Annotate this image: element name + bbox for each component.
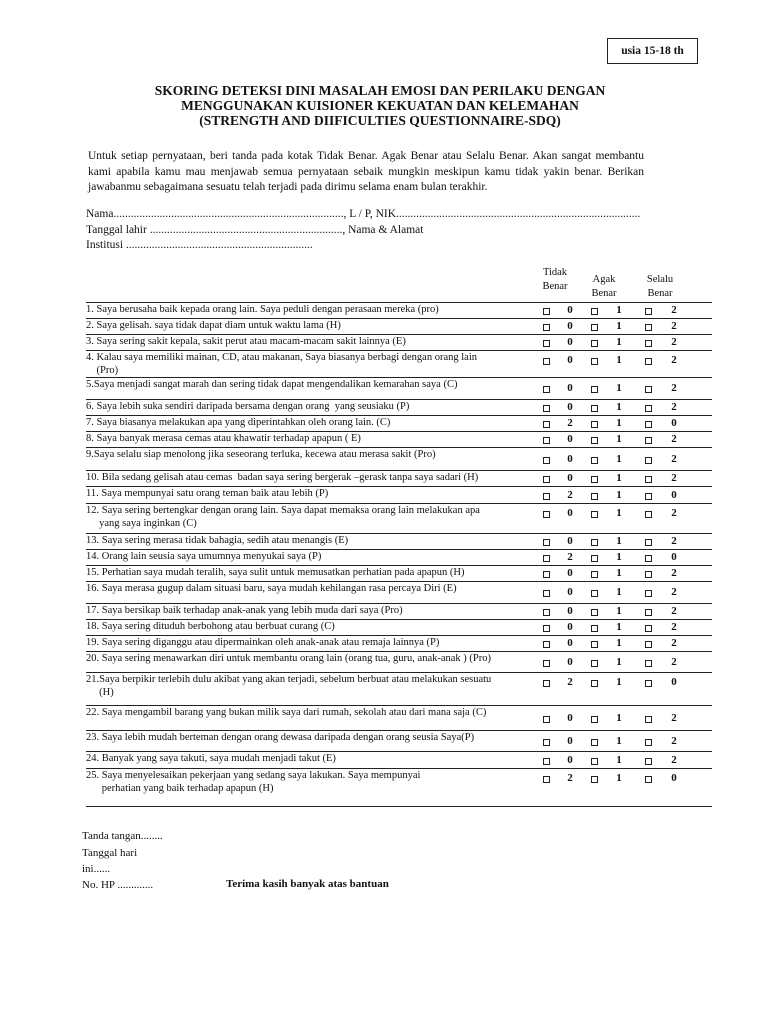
- row-divider: [86, 806, 712, 807]
- answer-checkbox[interactable]: [645, 660, 652, 667]
- answer-checkbox[interactable]: [543, 358, 550, 365]
- score-value: 2: [671, 354, 677, 366]
- score-value: 1: [616, 621, 622, 633]
- age-group-label: usia 15-18 th: [607, 38, 698, 64]
- score-value: 0: [671, 417, 677, 429]
- score-value: 2: [671, 586, 677, 598]
- phone-field[interactable]: No. HP .............: [82, 879, 154, 891]
- answer-checkbox[interactable]: [591, 758, 598, 765]
- score-value: 1: [616, 472, 622, 484]
- question-text: 11. Saya mempunyai satu orang teman baik atau lebih (P): [86, 488, 329, 499]
- question-text: 16. Saya merasa gugup dalam situasi baru, saya mudah kehilangan rasa percaya Diri (E): [86, 583, 457, 594]
- score-value: 0: [567, 472, 573, 484]
- answer-checkbox[interactable]: [591, 716, 598, 723]
- question-text: 8. Saya banyak merasa cemas atau khawatir terhadap apapun ( E): [86, 433, 361, 444]
- score-value: 1: [616, 382, 622, 394]
- score-value: 0: [671, 772, 677, 784]
- question-text: 13. Saya sering merasa tidak bahagia, sedih atau menangis (E): [86, 535, 349, 546]
- question-text: 18. Saya sering dituduh berbohong atau berbuat curang (C): [86, 621, 335, 632]
- score-value: 0: [567, 567, 573, 579]
- answer-checkbox[interactable]: [591, 324, 598, 331]
- score-value: 1: [616, 354, 622, 366]
- answer-checkbox[interactable]: [591, 457, 598, 464]
- score-value: 2: [671, 712, 677, 724]
- score-value: 1: [616, 712, 622, 724]
- score-value: 0: [567, 735, 573, 747]
- answer-checkbox[interactable]: [645, 590, 652, 597]
- answer-checkbox[interactable]: [591, 739, 598, 746]
- score-value: 1: [616, 453, 622, 465]
- score-value: 2: [671, 320, 677, 332]
- score-value: 2: [671, 621, 677, 633]
- score-value: 1: [616, 605, 622, 617]
- answer-checkbox[interactable]: [591, 386, 598, 393]
- score-value: 0: [567, 637, 573, 649]
- document-title: [80, 83, 680, 128]
- answer-checkbox[interactable]: [645, 308, 652, 315]
- score-value: 2: [671, 336, 677, 348]
- answer-checkbox[interactable]: [591, 625, 598, 632]
- column-header-selalu-benar: Selalu Benar: [646, 274, 674, 299]
- score-value: 2: [567, 551, 573, 563]
- answer-checkbox[interactable]: [645, 340, 652, 347]
- signature-field[interactable]: Tanda tangan........: [82, 830, 163, 842]
- answer-checkbox[interactable]: [645, 511, 652, 518]
- answer-checkbox[interactable]: [543, 739, 550, 746]
- question-text: 22. Saya mengambil barang yang bukan milik saya dari rumah, sekolah atau dari mana saja (C): [86, 707, 487, 718]
- answer-checkbox[interactable]: [645, 776, 652, 783]
- score-value: 2: [671, 567, 677, 579]
- answer-checkbox[interactable]: [645, 758, 652, 765]
- score-value: 0: [671, 551, 677, 563]
- question-text: 12. Saya sering bertengkar dengan orang lain. Saya dapat memaksa orang lain melakukan apa yang saya inginkan (C): [86, 505, 480, 529]
- answer-checkbox[interactable]: [645, 493, 652, 500]
- birthdate-field[interactable]: Tanggal lahir ..................................................................., Nama & Alamat: [86, 224, 424, 236]
- score-value: 1: [616, 586, 622, 598]
- score-value: 2: [671, 472, 677, 484]
- score-value: 0: [567, 401, 573, 413]
- answer-checkbox[interactable]: [645, 405, 652, 412]
- title-line-2: MENGGUNAKAN KUISIONER KEKUATAN DAN KELEMAHAN: [181, 98, 579, 113]
- score-value: 1: [616, 676, 622, 688]
- question-text: 21.Saya berpikir terlebih dulu akibat yang akan terjadi, sebelum berbuat atau melakukan sesuatu (H): [86, 674, 492, 698]
- score-value: 2: [671, 735, 677, 747]
- score-value: 0: [671, 676, 677, 688]
- score-value: 1: [616, 735, 622, 747]
- score-value: 1: [616, 433, 622, 445]
- score-value: 1: [616, 535, 622, 547]
- score-value: 0: [567, 336, 573, 348]
- answer-checkbox[interactable]: [591, 437, 598, 444]
- answer-checkbox[interactable]: [645, 716, 652, 723]
- score-value: 2: [671, 507, 677, 519]
- question-text: 19. Saya sering diganggu atau dipermainkan oleh anak-anak atau remaja lainnya (P): [86, 637, 440, 648]
- answer-checkbox[interactable]: [591, 776, 598, 783]
- answer-checkbox[interactable]: [591, 571, 598, 578]
- answer-checkbox[interactable]: [591, 590, 598, 597]
- score-value: 2: [671, 382, 677, 394]
- thank-you-note: Terima kasih banyak atas bantuan: [226, 878, 389, 890]
- answer-checkbox[interactable]: [591, 421, 598, 428]
- question-text: 17. Saya bersikap baik terhadap anak-anak yang lebih muda dari saya (Pro): [86, 605, 403, 616]
- instructions-paragraph: Untuk setiap pernyataan, beri tanda pada kotak Tidak Benar. Agak Benar atau Selalu Benar. Akan sangat membantu kami apabila kamu mau menjawab semua pernyataan sebaik mungkin meskipun kamu tidak yakin benar. Berikan jawabanmu sebagaimana sesuatu telah terjadi pada dirimu selama enam bulan terakhir.: [88, 150, 644, 193]
- score-value: 0: [567, 605, 573, 617]
- score-value: 2: [671, 453, 677, 465]
- question-text: 9.Saya selalu siap menolong jika seseorang terluka, kecewa atau merasa sakit (Pro): [86, 449, 436, 460]
- answer-checkbox[interactable]: [543, 340, 550, 347]
- answer-checkbox[interactable]: [591, 405, 598, 412]
- answer-checkbox[interactable]: [645, 457, 652, 464]
- score-value: 2: [671, 754, 677, 766]
- score-value: 2: [671, 433, 677, 445]
- answer-checkbox[interactable]: [543, 539, 550, 546]
- answer-checkbox[interactable]: [591, 476, 598, 483]
- score-value: 2: [567, 489, 573, 501]
- score-value: 0: [567, 354, 573, 366]
- answer-checkbox[interactable]: [591, 660, 598, 667]
- score-value: 0: [567, 656, 573, 668]
- score-value: 0: [671, 489, 677, 501]
- score-value: 1: [616, 401, 622, 413]
- answer-checkbox[interactable]: [543, 776, 550, 783]
- answer-checkbox[interactable]: [543, 758, 550, 765]
- score-value: 0: [567, 754, 573, 766]
- answer-checkbox[interactable]: [543, 716, 550, 723]
- score-value: 1: [616, 417, 622, 429]
- score-value: 1: [616, 551, 622, 563]
- answer-checkbox[interactable]: [645, 571, 652, 578]
- answer-checkbox[interactable]: [591, 641, 598, 648]
- answer-checkbox[interactable]: [591, 680, 598, 687]
- score-value: 2: [671, 304, 677, 316]
- answer-checkbox[interactable]: [645, 555, 652, 562]
- score-value: 1: [616, 507, 622, 519]
- answer-checkbox[interactable]: [543, 590, 550, 597]
- answer-checkbox[interactable]: [591, 555, 598, 562]
- answer-checkbox[interactable]: [645, 641, 652, 648]
- institution-field[interactable]: Institusi .................................................................: [86, 239, 313, 251]
- score-value: 2: [671, 605, 677, 617]
- score-value: 1: [616, 304, 622, 316]
- question-text: 2. Saya gelisah. saya tidak dapat diam untuk waktu lama (H): [86, 320, 341, 331]
- answer-checkbox[interactable]: [645, 609, 652, 616]
- answer-checkbox[interactable]: [543, 437, 550, 444]
- answer-checkbox[interactable]: [591, 609, 598, 616]
- score-value: 0: [567, 507, 573, 519]
- score-value: 0: [567, 320, 573, 332]
- answer-checkbox[interactable]: [645, 358, 652, 365]
- score-value: 0: [567, 304, 573, 316]
- answer-checkbox[interactable]: [543, 421, 550, 428]
- score-value: 1: [616, 567, 622, 579]
- answer-checkbox[interactable]: [591, 493, 598, 500]
- question-text: 15. Perhatian saya mudah teralih, saya sulit untuk memusatkan perhatian pada apapun (H): [86, 567, 465, 578]
- answer-checkbox[interactable]: [543, 405, 550, 412]
- column-header-tidak-benar: Tidak Benar: [542, 267, 568, 292]
- answer-checkbox[interactable]: [645, 386, 652, 393]
- score-value: 2: [567, 772, 573, 784]
- answer-checkbox[interactable]: [543, 660, 550, 667]
- score-value: 2: [671, 401, 677, 413]
- score-value: 0: [567, 712, 573, 724]
- answer-checkbox[interactable]: [543, 511, 550, 518]
- date-field[interactable]: ini......: [82, 863, 111, 875]
- question-text: 1. Saya berusaha baik kepada orang lain. Saya peduli dengan perasaan mereka (pro): [86, 304, 439, 315]
- score-value: 2: [567, 417, 573, 429]
- question-text: 20. Saya sering menawarkan diri untuk membantu orang lain (orang tua, guru, anak-anak ) (Pro): [86, 653, 491, 664]
- title-line-1: SKORING DETEKSI DINI MASALAH EMOSI DAN PERILAKU DENGAN: [154, 83, 606, 98]
- answer-checkbox[interactable]: [543, 308, 550, 315]
- question-text: 6. Saya lebih suka sendiri daripada bersama dengan orang yang seusiaku (P): [86, 401, 410, 412]
- score-value: 0: [567, 621, 573, 633]
- answer-checkbox[interactable]: [543, 476, 550, 483]
- answer-checkbox[interactable]: [645, 421, 652, 428]
- answer-checkbox[interactable]: [645, 324, 652, 331]
- score-value: 0: [567, 433, 573, 445]
- score-value: 2: [567, 676, 573, 688]
- answer-checkbox[interactable]: [645, 476, 652, 483]
- score-value: 2: [671, 656, 677, 668]
- answer-checkbox[interactable]: [543, 641, 550, 648]
- answer-checkbox[interactable]: [543, 609, 550, 616]
- score-value: 1: [616, 656, 622, 668]
- answer-checkbox[interactable]: [543, 680, 550, 687]
- question-text: 25. Saya menyelesaikan pekerjaan yang sedang saya lakukan. Saya mempunyai perhatian yang baik terhadap apapun (H): [86, 770, 421, 794]
- answer-checkbox[interactable]: [645, 539, 652, 546]
- question-text: 3. Saya sering sakit kepala, sakit perut atau macam-macam sakit lainnya (E): [86, 336, 406, 347]
- score-value: 2: [671, 637, 677, 649]
- answer-checkbox[interactable]: [645, 680, 652, 687]
- score-value: 1: [616, 336, 622, 348]
- question-text: 23. Saya lebih mudah berteman dengan orang dewasa daripada dengan orang seusia Saya(P): [86, 732, 475, 743]
- score-value: 1: [616, 320, 622, 332]
- answer-checkbox[interactable]: [645, 437, 652, 444]
- answer-checkbox[interactable]: [543, 386, 550, 393]
- answer-checkbox[interactable]: [591, 340, 598, 347]
- answer-checkbox[interactable]: [645, 739, 652, 746]
- answer-checkbox[interactable]: [591, 358, 598, 365]
- score-value: 1: [616, 754, 622, 766]
- answer-checkbox[interactable]: [591, 511, 598, 518]
- score-value: 0: [567, 586, 573, 598]
- score-value: 0: [567, 382, 573, 394]
- score-value: 2: [671, 535, 677, 547]
- score-value: 1: [616, 637, 622, 649]
- score-value: 1: [616, 772, 622, 784]
- question-text: 7. Saya biasanya melakukan apa yang diperintahkan oleh orang lain. (C): [86, 417, 391, 428]
- question-text: 5.Saya menjadi sangat marah dan sering tidak dapat mengendalikan kemarahan saya (C): [86, 379, 458, 390]
- score-value: 1: [616, 489, 622, 501]
- question-text: 14. Orang lain seusia saya umumnya menyukai saya (P): [86, 551, 322, 562]
- question-text: 10. Bila sedang gelisah atau cemas badan saya sering bergerak –gerask tanpa saya sadari (H): [86, 472, 479, 483]
- date-label: Tanggal hari: [82, 847, 138, 859]
- answer-checkbox[interactable]: [591, 308, 598, 315]
- column-header-agak-benar: Agak Benar: [591, 274, 617, 299]
- question-text: 4. Kalau saya memiliki mainan, CD, atau makanan, Saya biasanya berbagi dengan orang lain (Pro): [86, 352, 477, 376]
- answer-checkbox[interactable]: [543, 571, 550, 578]
- answer-checkbox[interactable]: [543, 493, 550, 500]
- answer-checkbox[interactable]: [543, 555, 550, 562]
- score-value: 0: [567, 535, 573, 547]
- answer-checkbox[interactable]: [543, 625, 550, 632]
- answer-checkbox[interactable]: [543, 324, 550, 331]
- answer-checkbox[interactable]: [543, 457, 550, 464]
- answer-checkbox[interactable]: [591, 539, 598, 546]
- answer-checkbox[interactable]: [645, 625, 652, 632]
- score-value: 0: [567, 453, 573, 465]
- title-line-3: (STRENGTH AND DIIFICULTIES QUESTIONNAIRE-SDQ): [199, 113, 561, 128]
- question-text: 24. Banyak yang saya takuti, saya mudah menjadi takut (E): [86, 753, 336, 764]
- name-field[interactable]: Nama................................................................................, L / P, NIK.....................................................................................: [86, 208, 641, 220]
